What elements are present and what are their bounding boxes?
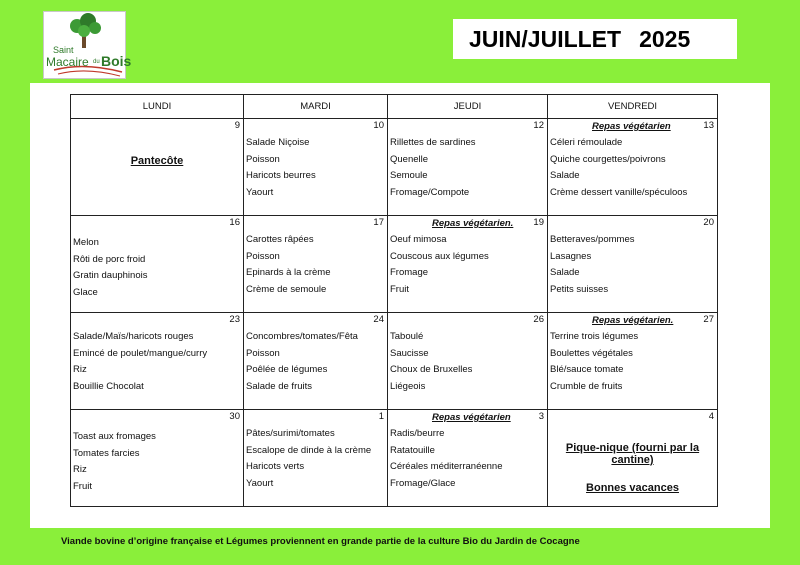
menu-item: Glace [73, 286, 98, 298]
logo-word-bois: Bois [101, 53, 132, 69]
menu-sheet [30, 83, 770, 528]
day-cell [548, 313, 718, 410]
day-cell [548, 119, 718, 216]
menu-item: Salade Niçoise [246, 137, 310, 148]
menu-item: Fromage/Glace [390, 477, 456, 489]
menu-item: Riz [73, 364, 87, 375]
day-number: 26 [533, 314, 544, 325]
day-number: 17 [373, 217, 384, 228]
picnic-label: Pique-nique (fourni par la cantine) [565, 442, 700, 466]
menu-item: Gratin dauphinois [73, 270, 148, 281]
day-cell [548, 410, 718, 507]
day-number: 9 [234, 120, 240, 131]
menu-item: Epinards à la crème [246, 267, 331, 278]
day-cell [388, 410, 548, 507]
menu-item: Céréales méditerranéenne [390, 461, 503, 472]
day-number: 27 [703, 314, 714, 325]
footer-note: Viande bovine d’origine française et Légumes proviennent en grande partie de la culture Bio du Jardin de Cocagne [61, 536, 580, 547]
day-number: 10 [373, 120, 384, 131]
menu-item: Fromage/Compote [390, 186, 470, 198]
logo-word-du: du [93, 59, 100, 65]
menu-item: Fruit [390, 283, 409, 295]
day-number: 13 [703, 120, 714, 131]
menu-item: Quiche courgettes/poivrons [550, 153, 666, 165]
vegetarian-tag: Repas végétarien [592, 121, 671, 132]
menu-item: Couscous aux légumes [390, 250, 489, 262]
menu-item: Oeuf mimosa [390, 234, 447, 245]
menu-item: Escalope de dinde à la crème [246, 444, 372, 456]
menu-table [70, 94, 718, 507]
logo [43, 11, 132, 79]
vegetarian-tag: Repas végétarien [432, 412, 511, 423]
menu-item: Fromage [390, 267, 429, 278]
holiday-label: Pantecôte [130, 155, 184, 167]
menu-item: Bouillie Chocolat [73, 380, 144, 392]
menu-item: Salade/Maïs/haricots rouges [73, 331, 194, 342]
menu-item: Radis/beurre [390, 428, 445, 439]
day-cell [71, 216, 244, 313]
menu-item: Céleri rémoulade [550, 137, 623, 148]
vegetarian-tag: Repas végétarien. [432, 218, 514, 229]
menu-item: Betteraves/pommes [550, 234, 635, 245]
menu-item: Semoule [390, 170, 428, 181]
menu-item: Choux de Bruxelles [390, 364, 473, 375]
menu-item: Crème dessert vanille/spéculoos [550, 186, 688, 198]
day-cell [71, 410, 244, 507]
menu-item: Salade [550, 170, 580, 181]
day-number: 23 [229, 314, 240, 325]
menu-item: Yaourt [246, 477, 274, 489]
title-month: JUIN/JUILLET [469, 25, 622, 52]
day-cell [388, 216, 548, 313]
day-number: 1 [378, 411, 384, 422]
day-cell [244, 119, 388, 216]
menu-item: Boulettes végétales [550, 347, 633, 359]
holidays-label: Bonnes vacances [586, 482, 679, 494]
menu-item: Poisson [246, 347, 280, 359]
menu-item: Poisson [246, 153, 280, 165]
column-header: JEUDI [388, 95, 548, 119]
menu-item: Concombres/tomates/Fêta [246, 331, 358, 342]
day-cell [548, 216, 718, 313]
menu-item: Lasagnes [550, 250, 592, 262]
menu-item: Saucisse [390, 347, 429, 359]
day-number: 4 [708, 411, 714, 422]
menu-item: Blé/sauce tomate [550, 364, 624, 375]
menu-item: Yaourt [246, 186, 274, 198]
menu-item: Riz [73, 464, 87, 475]
menu-item: Quenelle [390, 153, 429, 165]
column-header: VENDREDI [548, 95, 718, 119]
menu-item: Melon [73, 237, 99, 248]
menu-item: Tomates farcies [73, 447, 140, 459]
day-cell [71, 119, 244, 216]
menu-item: Poisson [246, 250, 280, 262]
menu-item: Crème de semoule [246, 283, 327, 295]
day-number: 16 [229, 217, 240, 228]
page-title [453, 19, 737, 59]
menu-item: Emincé de poulet/mangue/curry [73, 347, 208, 359]
menu-item: Liégeois [390, 380, 426, 392]
menu-item: Rôti de porc froid [73, 253, 146, 265]
menu-item: Carottes râpées [246, 234, 314, 245]
menu-item: Haricots verts [246, 461, 305, 472]
day-cell [244, 216, 388, 313]
day-number: 12 [533, 120, 544, 131]
logo-word-saint: Saint [53, 45, 74, 55]
day-cell [388, 119, 548, 216]
menu-item: Rillettes de sardines [390, 137, 476, 148]
menu-item: Terrine trois légumes [550, 331, 639, 342]
menu-item: Pâtes/surimi/tomates [246, 428, 335, 439]
day-cell [388, 313, 548, 410]
day-number: 20 [703, 217, 714, 228]
menu-item: Crumble de fruits [550, 380, 623, 392]
week-row [71, 119, 718, 216]
menu-item: Poêlée de légumes [246, 364, 328, 375]
menu-item: Fruit [73, 480, 92, 492]
menu-item: Salade [550, 267, 580, 278]
title-year: 2025 [639, 25, 691, 52]
menu-item: Ratatouille [390, 444, 435, 456]
day-number: 19 [533, 217, 544, 228]
logo-word-macaire: Macaire [46, 55, 89, 69]
header-row [71, 95, 718, 119]
day-cell [244, 313, 388, 410]
menu-item: Taboulé [390, 331, 424, 342]
day-number: 3 [538, 411, 544, 422]
menu-item: Petits suisses [550, 283, 609, 295]
day-cell [71, 313, 244, 410]
week-row [71, 216, 718, 313]
day-number: 24 [373, 314, 384, 325]
column-header: MARDI [244, 95, 388, 119]
week-row [71, 410, 718, 507]
day-number: 30 [229, 411, 240, 422]
vegetarian-tag: Repas végétarien. [592, 315, 674, 326]
menu-item: Salade de fruits [246, 380, 313, 392]
menu-item: Haricots beurres [246, 170, 316, 181]
day-cell [244, 410, 388, 507]
week-row [71, 313, 718, 410]
column-header: LUNDI [71, 95, 244, 119]
menu-item: Toast aux fromages [73, 431, 156, 442]
